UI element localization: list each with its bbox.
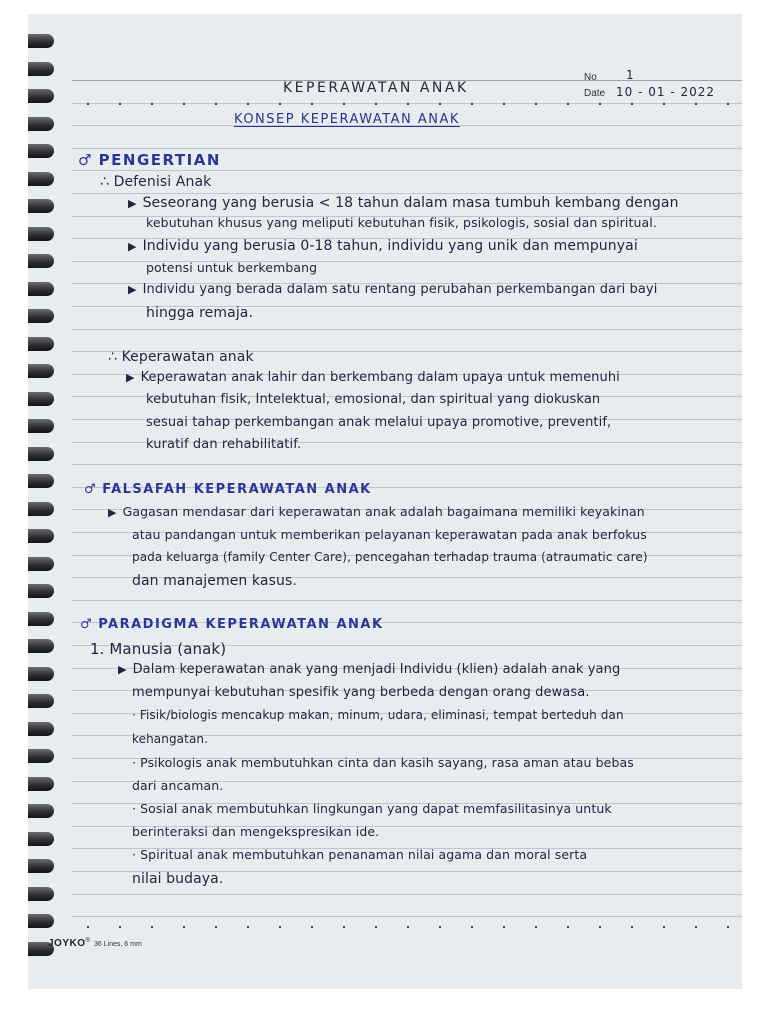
list-item: ▶ Dalam keperawatan anak yang menjadi Individu (klien) adalah anak yang [118, 662, 621, 677]
spiral-ring [28, 117, 54, 131]
rule-line [72, 148, 742, 149]
arrow-bullet-icon: ▶ [108, 506, 117, 519]
section-marker-icon: ♂ [78, 151, 99, 169]
spiral-ring [28, 502, 54, 516]
section-pengertian-heading: ♂ PENGERTIAN [78, 151, 221, 169]
spiral-ring [28, 887, 54, 901]
rule-line [72, 464, 742, 465]
rule-line [72, 600, 742, 601]
spiral-ring [28, 749, 54, 763]
spiral-ring [28, 447, 54, 461]
spiral-ring [28, 337, 54, 351]
footer-dot-line [72, 926, 742, 928]
spiral-ring [28, 832, 54, 846]
header-dot-line [72, 103, 742, 105]
list-item: sesuai tahap perkembangan anak melalui upaya promotive, preventif, [146, 415, 612, 430]
arrow-bullet-icon: ▶ [128, 283, 137, 296]
brand-spec: 36 Lines, 6 mm [93, 941, 142, 948]
list-item: berinteraksi dan mengekspresikan ide. [132, 824, 380, 839]
date-value: 10 - 01 - 2022 [616, 85, 715, 99]
spiral-ring [28, 859, 54, 873]
spiral-ring [28, 667, 54, 681]
spiral-ring [28, 282, 54, 296]
spiral-binding [28, 34, 58, 974]
notebook-brand [48, 938, 142, 949]
list-item: mempunyai kebutuhan spesifik yang berbeda dengan orang dewasa. [132, 685, 590, 700]
spiral-ring [28, 474, 54, 488]
spiral-ring [28, 557, 54, 571]
therefore-icon: ∴ [100, 174, 114, 190]
spiral-ring [28, 639, 54, 653]
paradigma-item-title: 1. Manusia (anak) [90, 640, 227, 658]
rule-line [72, 193, 742, 194]
section-falsafah-heading: ♂ FALSAFAH KEPERAWATAN ANAK [84, 482, 372, 497]
spiral-ring [28, 419, 54, 433]
spiral-ring [28, 722, 54, 736]
list-item: · Spiritual anak membutuhkan penanaman nilai agama dan moral serta [132, 847, 588, 862]
spiral-ring [28, 199, 54, 213]
spiral-ring [28, 172, 54, 186]
list-item: · Fisik/biologis mencakup makan, minum, udara, eliminasi, tempat berteduh dan [132, 708, 624, 722]
subtitle: KONSEP KEPERAWATAN ANAK [234, 112, 460, 127]
list-item: kuratif dan rehabilitatif. [146, 437, 302, 452]
rule-line [72, 170, 742, 171]
arrow-bullet-icon: ▶ [128, 240, 137, 253]
list-item: potensi untuk berkembang [146, 260, 318, 275]
spiral-ring [28, 89, 54, 103]
list-item: nilai budaya. [132, 871, 224, 887]
definisi-anak-label: ∴ Defenisi Anak [100, 174, 212, 190]
number-label: No [584, 72, 597, 83]
notebook-page [28, 14, 742, 989]
list-item: ▶ Individu yang berada dalam satu rentang perubahan perkembangan dari bayi [128, 282, 658, 297]
date-label: Date [584, 88, 606, 99]
arrow-bullet-icon: ▶ [118, 663, 127, 676]
spiral-ring [28, 392, 54, 406]
spiral-ring [28, 144, 54, 158]
list-item: atau pandangan untuk memberikan pelayanan keperawatan pada anak berfokus [132, 527, 647, 542]
list-item: ▶ Individu yang berusia 0-18 tahun, individu yang unik dan mempunyai [128, 238, 638, 254]
spiral-ring [28, 914, 54, 928]
spiral-ring [28, 364, 54, 378]
list-item: · Sosial anak membutuhkan lingkungan yang dapat memfasilitasinya untuk [132, 801, 612, 816]
registered-icon: ® [85, 938, 90, 944]
arrow-bullet-icon: ▶ [128, 197, 137, 210]
list-item: hingga remaja. [146, 305, 254, 321]
rule-line [72, 329, 742, 330]
spiral-ring [28, 804, 54, 818]
page-title: KEPERAWATAN ANAK [283, 80, 469, 96]
list-item: kehangatan. [132, 732, 209, 746]
spiral-ring [28, 777, 54, 791]
list-item: ▶ Gagasan mendasar dari keperawatan anak adalah bagaimana memiliki keyakinan [108, 504, 645, 519]
rule-line [72, 894, 742, 895]
number-value: 1 [626, 68, 635, 82]
list-item: kebutuhan khusus yang meliputi kebutuhan fisik, psikologis, sosial dan spiritual. [146, 215, 657, 230]
spiral-ring [28, 584, 54, 598]
spiral-ring [28, 62, 54, 76]
list-item: ▶ Seseorang yang berusia < 18 tahun dalam masa tumbuh kembang dengan [128, 195, 679, 211]
section-marker-icon: ♂ [80, 617, 99, 632]
spiral-ring [28, 612, 54, 626]
spiral-ring [28, 34, 54, 48]
list-item: dan manajemen kasus. [132, 573, 297, 589]
spiral-ring [28, 694, 54, 708]
list-item: pada keluarga (family Center Care), pencegahan terhadap trauma (atraumatic care) [132, 550, 648, 564]
rule-line [72, 916, 742, 917]
section-paradigma-heading: ♂ PARADIGMA KEPERAWATAN ANAK [80, 617, 384, 632]
list-item: kebutuhan fisik, Intelektual, emosional, dan spiritual yang diokuskan [146, 392, 601, 407]
keperawatan-anak-label: ∴ Keperawatan anak [108, 349, 254, 365]
spiral-ring [28, 529, 54, 543]
spiral-ring [28, 309, 54, 323]
brand-logo: JOYKO [48, 938, 86, 949]
section-marker-icon: ♂ [84, 482, 103, 497]
therefore-icon: ∴ [108, 349, 122, 365]
spiral-ring [28, 227, 54, 241]
list-item: · Psikologis anak membutuhkan cinta dan kasih sayang, rasa aman atau bebas [132, 755, 634, 770]
spiral-ring [28, 254, 54, 268]
arrow-bullet-icon: ▶ [126, 371, 135, 384]
list-item: ▶ Keperawatan anak lahir dan berkembang dalam upaya untuk memenuhi [126, 370, 620, 385]
list-item: dari ancaman. [132, 778, 224, 793]
